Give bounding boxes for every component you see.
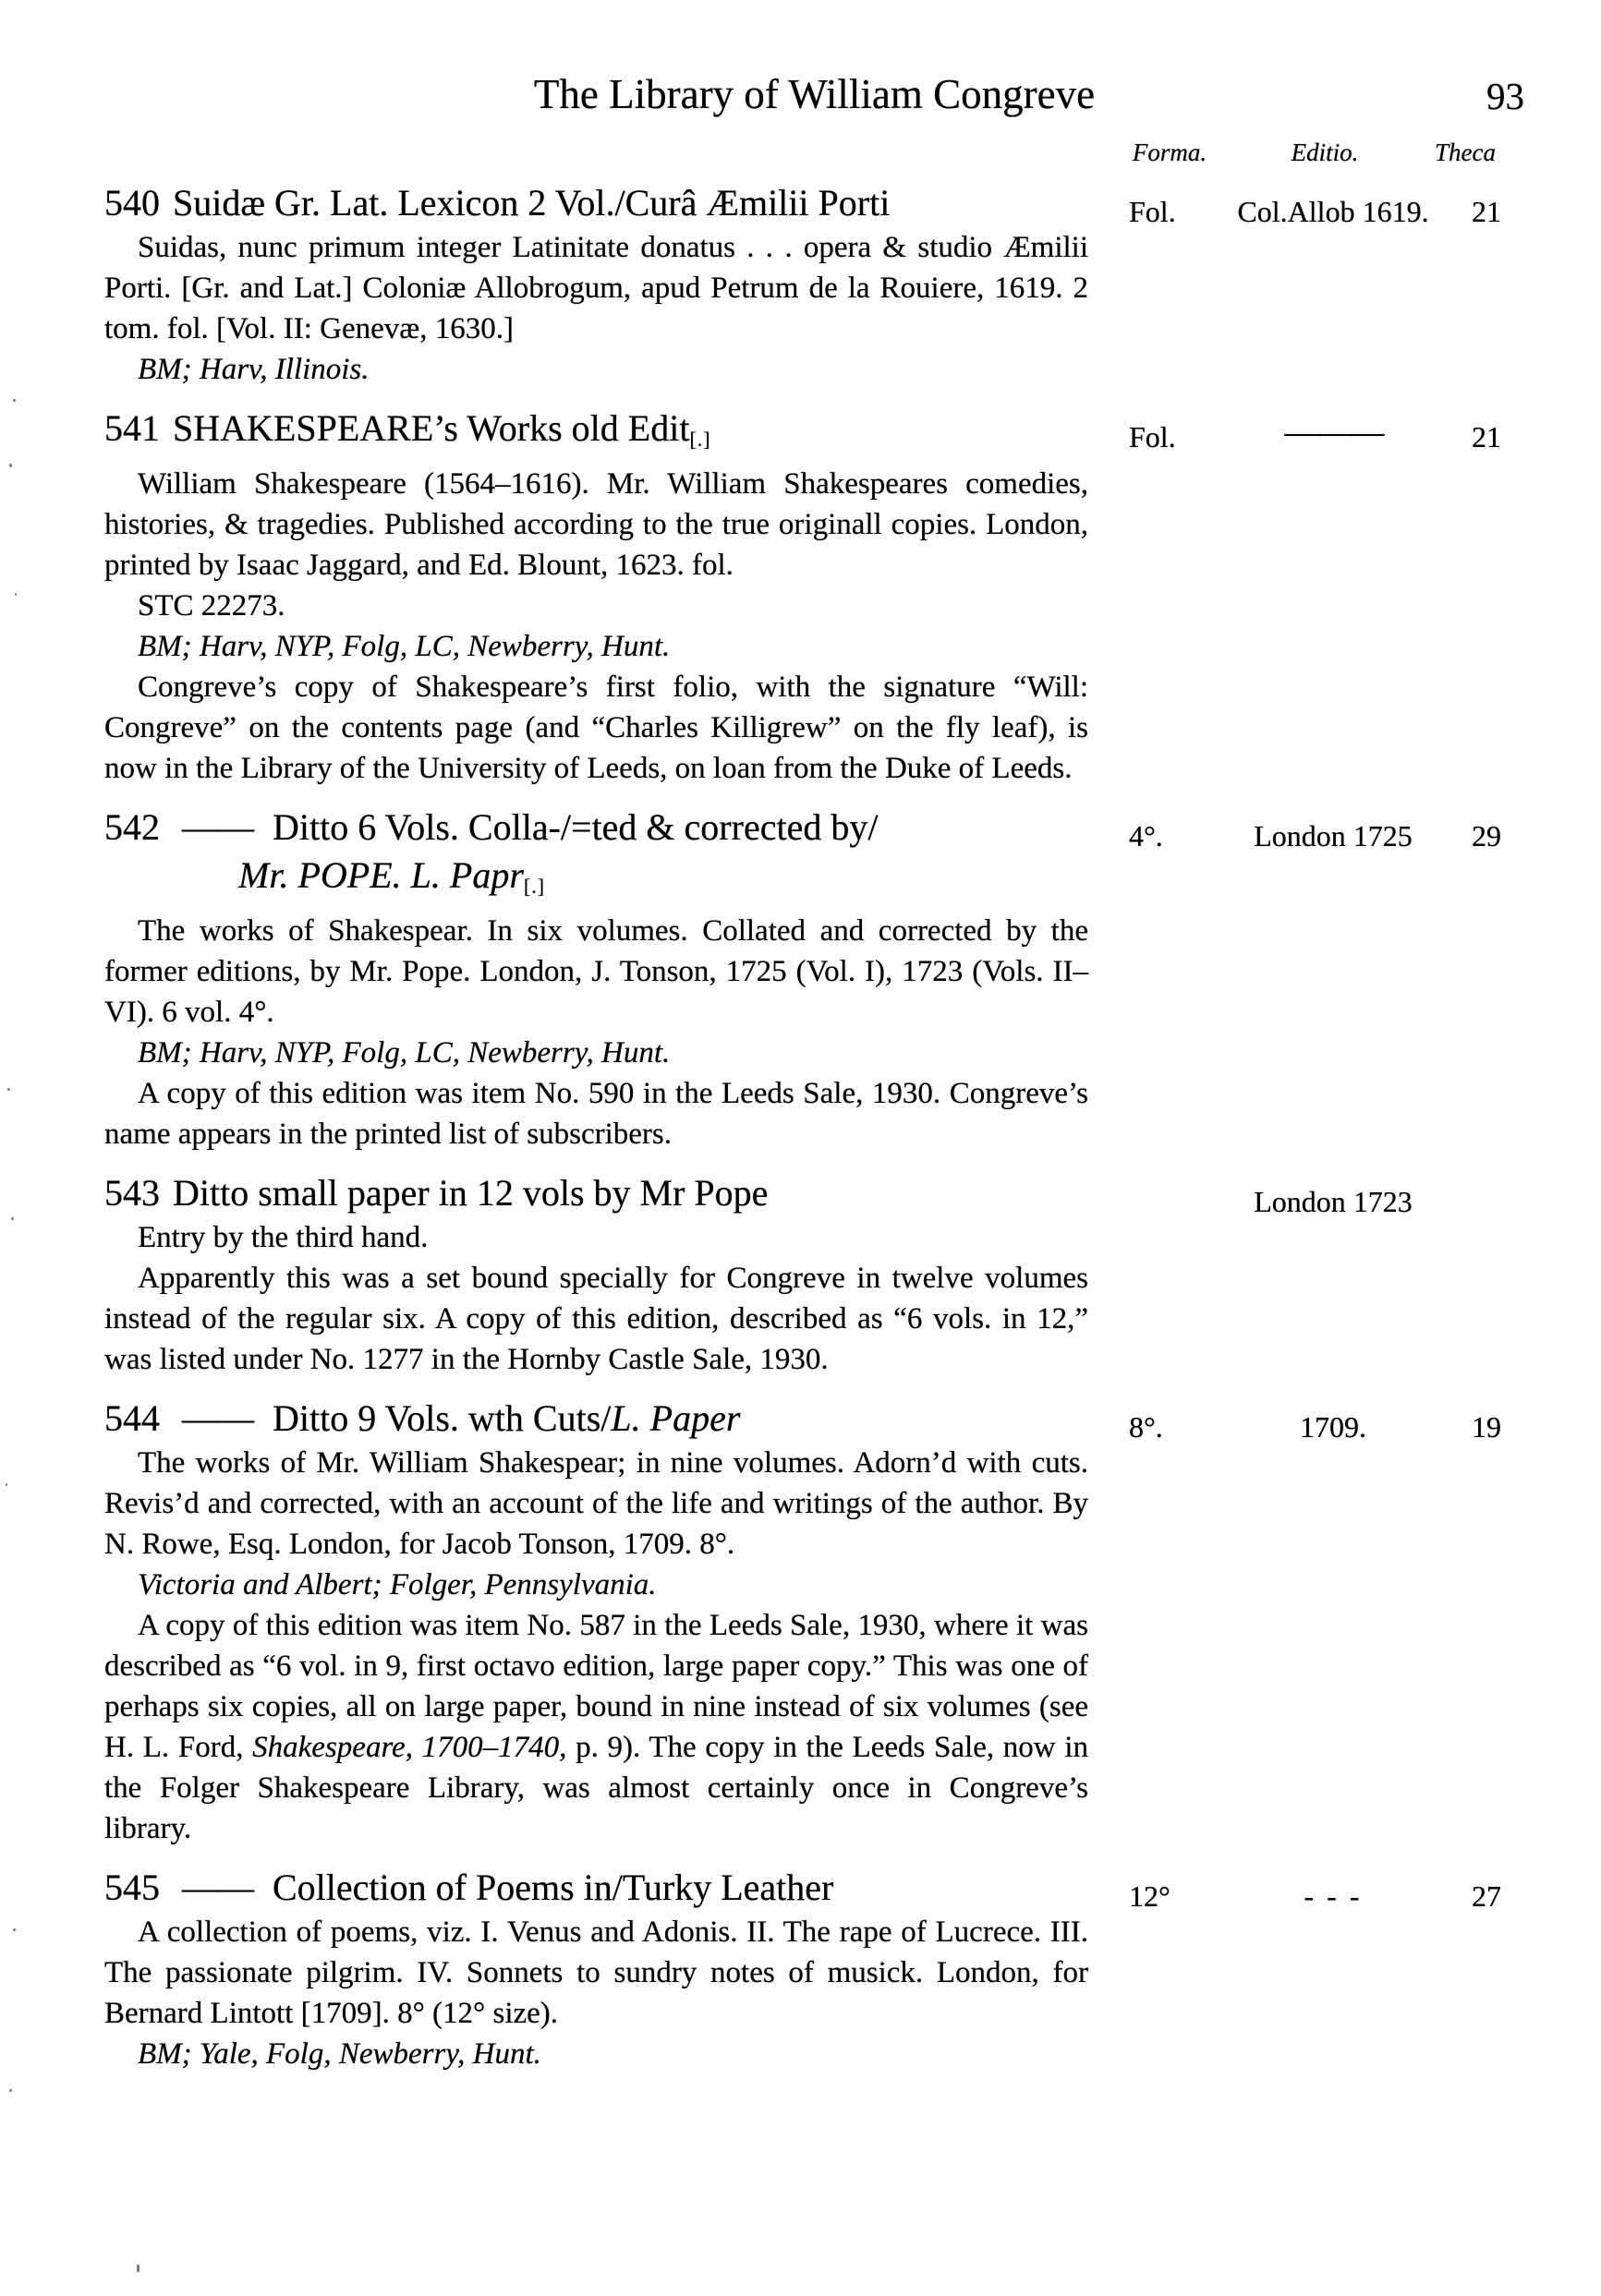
entry-heading [104, 1395, 1501, 1444]
entry-title: Suidæ Gr. Lat. Lexicon 2 Vol./Curâ Æmilii Porti [173, 182, 891, 224]
editio-ditto-mark: ——— [1284, 413, 1382, 452]
theca-value: 29 [1472, 819, 1501, 852]
editio-ditto-mark: - - - [1304, 1879, 1363, 1913]
page-title: The Library of William Congreve [533, 71, 1096, 117]
entry-545 [104, 1864, 1501, 2074]
forma-value: 4°. [1129, 819, 1163, 852]
theca-value: 21 [1472, 420, 1501, 453]
entry-heading [104, 405, 1501, 464]
entry-heading [104, 1864, 1501, 1913]
entry-description: A collection of poems, viz. I. Venus and Adonis. II. The rape of Lucrece. III. The passionate pilgrim. IV. Sonnets to sundry notes of musick. London, for Bernard Lintott [1709]. 8° (12° size). [104, 1915, 1088, 2030]
entry-description: Suidas, nunc primum integer Latinitate donatus . . . opera & studio Æmilii Porti. [Gr. and Lat.] Coloniæ Allobrogum, apud Petrum de la Rouiere, 1619. 2 tom. fol. [Vol. II: Genevæ, 1630.] [104, 231, 1088, 345]
forma-value: 12° [1129, 1879, 1170, 1913]
scan-speck [9, 2089, 12, 2092]
editorial-bracket: [.] [689, 428, 711, 451]
scan-speck [11, 1217, 14, 1220]
entry-number: 540 [104, 182, 160, 224]
stc-reference: STC 22273. [138, 589, 285, 622]
editio-value: 1709. [1300, 1410, 1366, 1444]
library-sigla: BM; Yale, Folg, Newberry, Hunt. [138, 2037, 541, 2071]
entry-note: Apparently this was a set bound specially for Congreve in twelve volumes instead of the regular six. A copy of this edition, described as “6 vols. in 12,” was listed under No. 1277 in the Hornby Castle Sale, 1930. [104, 1262, 1088, 1376]
entry-title-italic: L. Paper [611, 1397, 741, 1439]
library-sigla: BM; Harv, NYP, Folg, LC, Newberry, Hunt. [138, 630, 671, 663]
forma-value: 8°. [1129, 1410, 1163, 1444]
entry-title: Ditto small paper in 12 vols by Mr Pope [173, 1172, 769, 1214]
scan-speck [7, 1088, 10, 1091]
entry-title: Ditto 9 Vols. wth Cuts/ [273, 1397, 612, 1439]
forma-value: Fol. [1129, 420, 1176, 453]
scan-speck [13, 1928, 16, 1931]
library-sigla: Victoria and Albert; Folger, Pennsylvania. [138, 1568, 657, 1601]
editio-value: London 1725 [1254, 819, 1413, 852]
entry-title-line2: Mr. POPE. L. Papr$_{[.]}$ [238, 854, 546, 898]
forma-value: Fol. [1129, 195, 1176, 228]
editio-value: Col.Allob 1619. [1237, 195, 1429, 228]
column-header-theca: Theca [1435, 139, 1496, 166]
scan-speck [137, 2265, 139, 2272]
scan-speck [6, 1483, 7, 1486]
theca-value: 19 [1472, 1410, 1501, 1444]
editorial-bracket: [.] [523, 875, 546, 898]
entry-note: A copy of this edition was item No. 590 in the Leeds Sale, 1930. Congreve’s name appears in the printed list of subscribers. [104, 1077, 1088, 1151]
entry-note: Congreve’s copy of Shakespeare’s first folio, with the signature “Will: Congreve” on the contents page (and “Charles Killigrew” on the fly leaf), is now in the Library of the University of Leeds, on loan from the Duke of Leeds. [104, 671, 1088, 785]
running-head [104, 68, 1524, 120]
entry-543 [104, 1169, 1413, 1380]
entry-542 [104, 804, 1501, 1154]
entry-note: A copy of this edition was item No. 587 in the Leeds Sale, 1930, where it was described as “6 vol. in 9, first octavo edition, large paper copy.” This was one of perhaps six copies, all on large paper, bound in nine instead of six volumes (see H. L. Ford, Shakespeare, 1700–1740, p. 9). The copy in the Leeds Sale, now in the Folger Shakespeare Library, was almost certainly once in Congreve’s library. [104, 1609, 1088, 1845]
column-header-forma: Forma. [1132, 139, 1207, 166]
theca-value: 27 [1472, 1879, 1501, 1913]
catalogue-text-column [104, 179, 1501, 2074]
entry-description: William Shakespeare (1564–1616). Mr. William Shakespeares comedies, histories, & tragedies. Published according to the true originall copies. London, printed by Isaac Jaggard, and Ed. Blount, 1623. fol. [104, 467, 1088, 582]
entry-title: Collection of Poems in/Turky Leather [273, 1867, 834, 1908]
entry-number: 544 [104, 1397, 160, 1439]
page-number: 93 [1486, 75, 1524, 117]
column-header-editio: Editio. [1291, 139, 1359, 166]
entry-heading [104, 804, 1501, 852]
entry-description: The works of Mr. William Shakespear; in nine volumes. Adorn’d with cuts. Revis’d and corrected, with an account of the life and writings of the author. By N. Rowe, Esq. London, for Jacob Tonson, 1709. 8°. [104, 1446, 1088, 1561]
entry-heading [104, 179, 1501, 228]
hand-note: Entry by the third hand. [138, 1221, 429, 1254]
ditto-dash: —— [182, 806, 252, 848]
theca-value: 21 [1472, 195, 1501, 228]
library-sigla: BM; Harv, NYP, Folg, LC, Newberry, Hunt. [138, 1036, 671, 1069]
entry-number: 545 [104, 1867, 160, 1908]
entry-title: SHAKESPEARE’s Works old Edit [173, 407, 690, 449]
entry-number: 541 [104, 407, 160, 449]
library-sigla: BM; Harv, Illinois. [138, 353, 370, 386]
entry-541 [104, 405, 1501, 789]
scan-speck [13, 399, 16, 402]
entry-540 [104, 179, 1501, 390]
ditto-dash: —— [182, 1867, 252, 1908]
scan-speck [15, 593, 17, 596]
entry-description: The works of Shakespear. In six volumes. Collated and corrected by the former editions, by Mr. Pope. London, J. Tonson, 1725 (Vol. I), 1723 (Vols. II–VI). 6 vol. 4°. [104, 914, 1088, 1029]
entry-544 [104, 1395, 1501, 1849]
entry-number: 543 [104, 1172, 160, 1214]
editio-value: London 1723 [1254, 1185, 1413, 1218]
entry-title: Ditto 6 Vols. Colla-/=ted & corrected by/ [273, 806, 879, 848]
ditto-dash: —— [182, 1397, 252, 1439]
cited-work-title: Shakespeare, 1700–1740, [252, 1731, 567, 1764]
entry-heading [104, 1169, 1413, 1218]
entry-number: 542 [104, 806, 160, 848]
scan-speck [9, 464, 12, 467]
